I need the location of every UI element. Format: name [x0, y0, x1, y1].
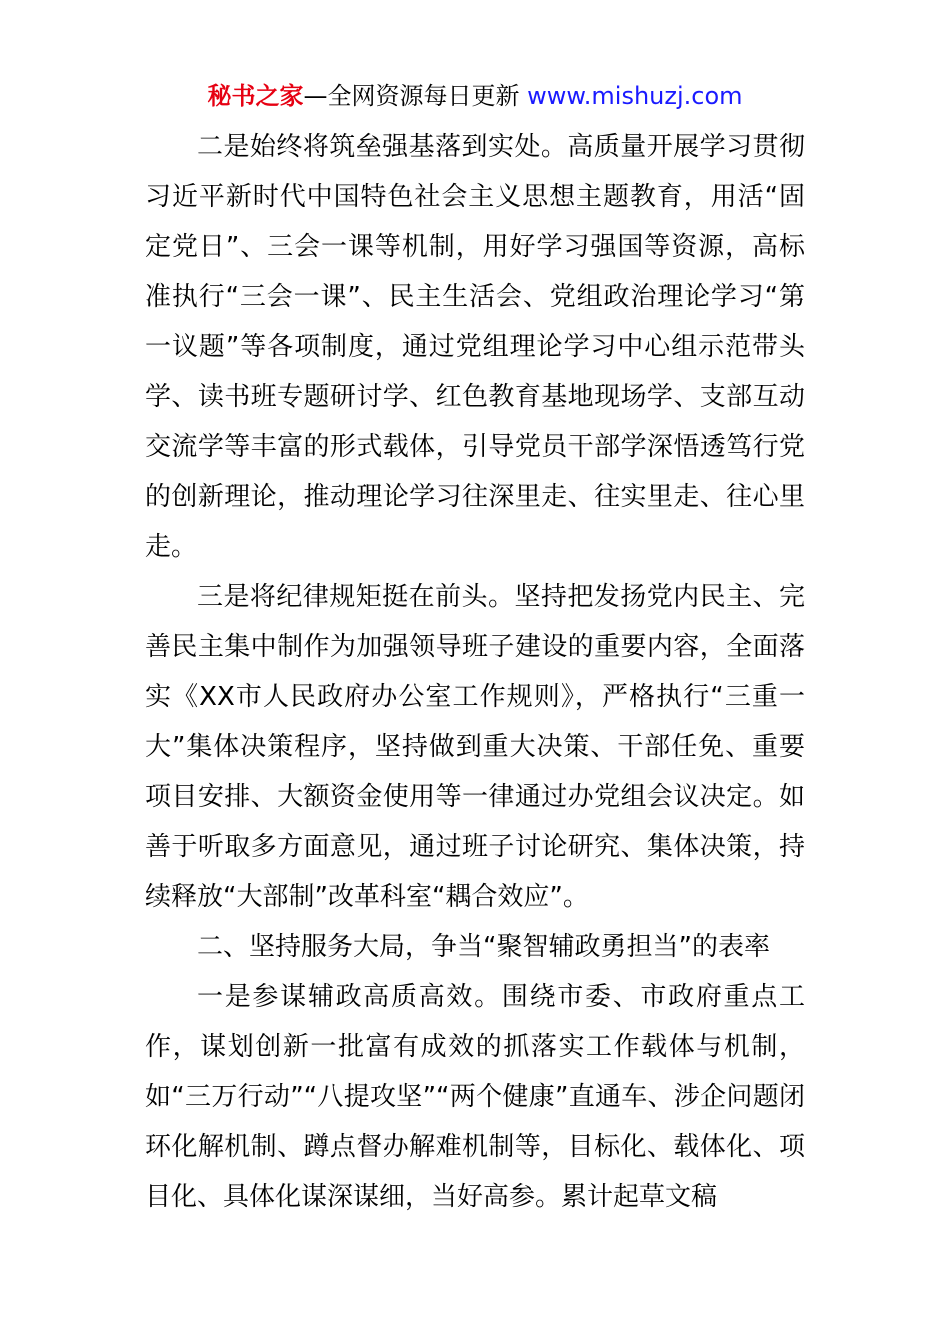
header-tagline: —全网资源每日更新	[303, 82, 520, 110]
paragraph-point-three: 三是将纪律规矩挺在前头。坚持把发扬党内民主、完善民主集中制作为加强领导班子建设的重要内容，全面落实《XX市人民政府办公室工作规则》，严格执行“三重一大”集体决策程序，坚持做到重大决策、干部任免、重要项目安排、大额资金使用等一律通过办党组会议决定。如善于听取多方面意见，通过班子讨论研究、集体决策，持续释放“大部制”改革科室“耦合效应”。	[145, 582, 805, 912]
site-header	[0, 80, 950, 112]
brand-name: 秘书之家	[207, 82, 304, 110]
document-body	[145, 122, 805, 1222]
section-heading-two: 二、坚持服务大局，争当“聚智辅政勇担当”的表率	[197, 932, 770, 962]
paragraph-point-one: 一是参谋辅政高质高效。围绕市委、市政府重点工作，谋划创新一批富有成效的抓落实工作载体与机制，如“三万行动”“八提攻坚”“两个健康”直通车、涉企问题闭环化解机制、蹲点督办解难机制等，目标化、载体化、项目化、具体化谋深谋细，当好高参。累计起草文稿	[145, 982, 805, 1212]
paragraph-point-two: 二是始终将筑垒强基落到实处。高质量开展学习贯彻习近平新时代中国特色社会主义思想主题教育，用活“固定党日”、三会一课等机制，用好学习强国等资源，高标准执行“三会一课”、民主生活会、党组政治理论学习“第一议题”等各项制度，通过党组理论学习中心组示范带头学、读书班专题研讨学、红色教育基地现场学、支部互动交流学等丰富的形式载体，引导党员干部学深悟透笃行党的创新理论，推动理论学习往深里走、往实里走、往心里走。	[145, 132, 805, 562]
site-url-link[interactable]: www.mishuzj.com	[527, 82, 743, 110]
